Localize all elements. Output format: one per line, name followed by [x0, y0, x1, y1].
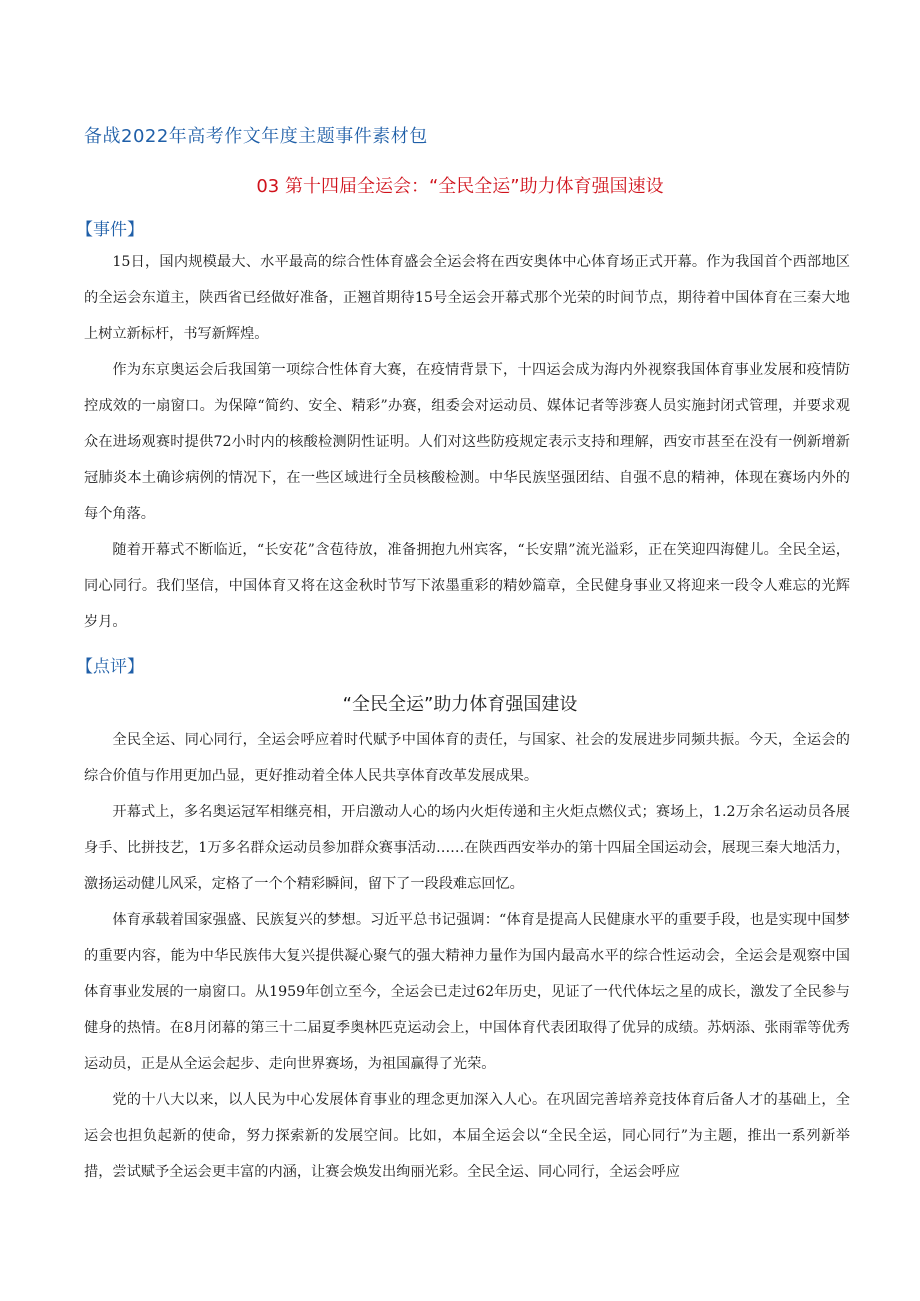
comment-paragraph-2: 开幕式上，多名奥运冠军相继亮相，开启激动人心的场内火炬传递和主火炬点燃仪式；赛场上，1.2万余名运动员各展身手、比拼技艺，1万多名群众运动员参加群众赛事活动……在陕西西安举办的第十四届全国运动会，展现三秦大地活力，激扬运动健儿风采，定格了一个个精彩瞬间，留下了一段段难忘回忆。: [84, 804, 850, 892]
comment-paragraph-3: 体育承载着国家强盛、民族复兴的梦想。习近平总书记强调：“体育是提高人民健康水平的重要手段，也是实现中国梦的重要内容，能为中华民族伟大复兴提供凝心聚气的强大精神力量作为国内最高水平的综合性运动会，全运会是观察中国体育事业发展的一扇窗口。从1959年创立至今，全运会已走过62年历史，见证了一代代体坛之星的成长，激发了全民参与健身的热情。在8月闭幕的第三十二届夏季奥林匹克运动会上，中国体育代表团取得了优异的成绩。苏炳添、张雨霏等优秀运动员，正是从全运会起步、走向世界赛场，为祖国赢得了光荣。: [84, 912, 850, 1072]
event-section-label: 【事件】: [76, 220, 144, 240]
event-paragraph-2: 作为东京奥运会后我国第一项综合性体育大赛，在疫情背景下，十四运会成为海内外视察我国体育事业发展和疫情防控成效的一扇窗口。为保障“简约、安全、精彩”办赛，组委会对运动员、媒体记者等涉赛人员实施封闭式管理，并要求观众在进场观赛时提供72小时内的核酸检测阴性证明。人们对这些防疫规定表示支持和理解，西安市甚至在没有一例新增新冠肺炎本土确诊病例的情况下，在一些区域进行全员核酸检测。中华民族坚强团结、自强不息的精神，体现在赛场内外的每个角落。: [84, 362, 850, 522]
comment-title: “全民全运”助力体育强国建设: [342, 694, 578, 715]
event-paragraph-1: 15日，国内规模最大、水平最高的综合性体育盛会全运会将在西安奥体中心体育场正式开幕。作为我国首个西部地区的全运会东道主，陕西省已经做好准备，正翘首期待15号全运会开幕式那个光荣的时间节点，期待着中国体育在三秦大地上树立新标杆，书写新辉煌。: [84, 254, 850, 342]
comment-paragraph-4: 党的十八大以来，以人民为中心发展体育事业的理念更加深入人心。在巩固完善培养竞技体育后备人才的基础上，全运会也担负起新的使命，努力探索新的发展空间。比如，本届全运会以“全民全运，同心同行”为主题，推出一系列新举措，尝试赋予全运会更丰富的内涵，让赛会焕发出绚丽光彩。全民全运、同心同行，全运会呼应: [84, 1092, 850, 1180]
comment-section-label: 【点评】: [76, 657, 144, 677]
series-header: 备战2022年高考作文年度主题事件素材包: [84, 126, 428, 147]
comment-paragraph-1: 全民全运、同心同行，全运会呼应着时代赋予中国体育的责任，与国家、社会的发展进步同频共振。今天，全运会的综合价值与作用更加凸显，更好推动着全体人民共享体育改革发展成果。: [84, 732, 850, 784]
document-title: 03 第十四届全运会：“全民全运”助力体育强国速设: [256, 176, 664, 197]
event-paragraph-3: 随着开幕式不断临近，“长安花”含苞待放，准备拥抱九州宾客，“长安鼎”流光溢彩，正在笑迎四海健儿。全民全运，同心同行。我们坚信，中国体育又将在这金秋时节写下浓墨重彩的精妙篇章，全民健身事业又将迎来一段令人难忘的光辉岁月。: [84, 542, 850, 630]
